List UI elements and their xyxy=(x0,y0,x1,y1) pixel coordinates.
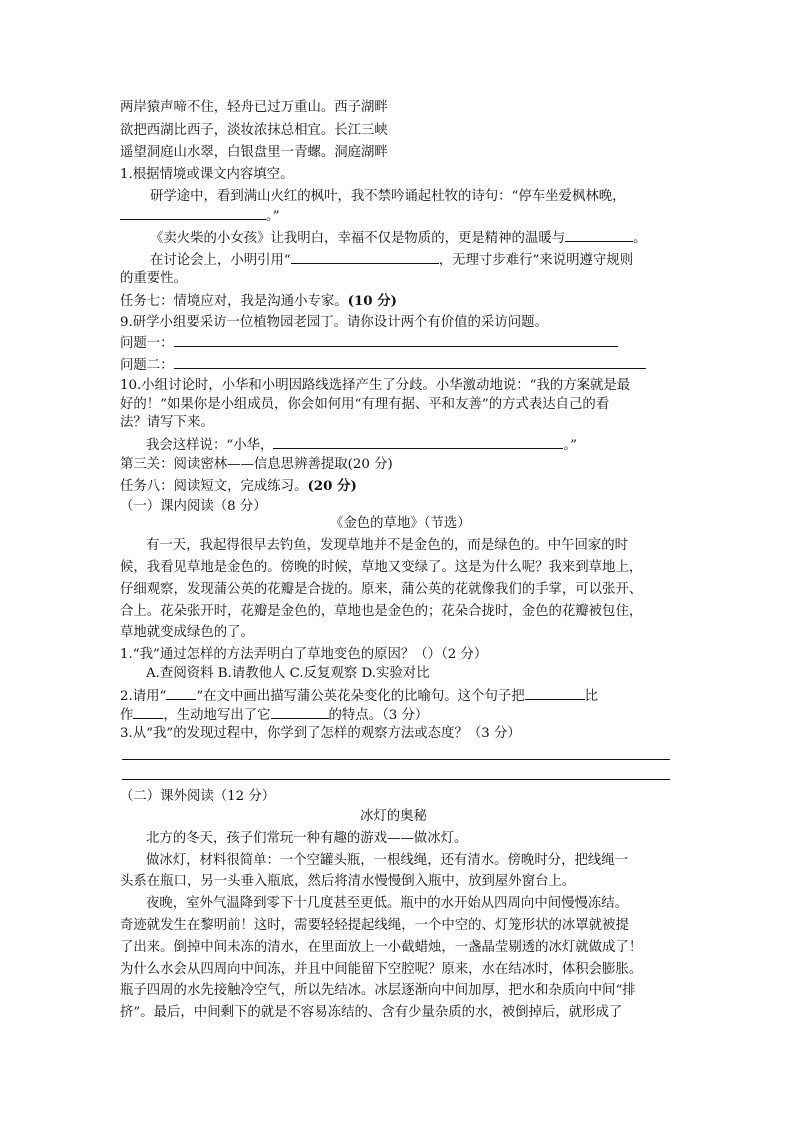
q1-b-end: 。 xyxy=(633,231,647,246)
reading2-para: 为什么水会从四周向中间冻，并且中间能留下空腔呢？原来，水在结冰时，体积会膨胀。 xyxy=(120,962,643,977)
q9-answer-2 xyxy=(120,356,646,374)
q1-a-line2 xyxy=(120,207,280,225)
reading1-q1-options: A.查阅资料 B.请教他人 C.反复观察 D.实验对比 xyxy=(146,666,430,681)
reading1-para: 候，我看见草地是金色的。傍晚的时候，草地又变绿了。这是为什么呢？我来到草地上， xyxy=(120,560,643,575)
reading1-q2-line2 xyxy=(120,706,428,724)
reading2-para: 做冰灯，材料很简单：一个空罐头瓶，一根线绳，还有清水。傍晚时分，把线绳一 xyxy=(146,853,629,868)
q9-a1-label: 问题一： xyxy=(120,336,174,351)
q10-line1: 10.小组讨论时，小华和小明因路线选择产生了分歧。小华激动地说：“我的方案就是最 xyxy=(120,378,631,393)
task7-score: (10 分) xyxy=(347,293,397,309)
reading1-para: 合上。花朵张开时，花瓣是金色的，草地也是金色的；花朵合拢时，金色的花瓣被包住， xyxy=(120,604,643,619)
reading1-heading: （一）课内阅读（8 分） xyxy=(120,499,267,514)
level3-heading: 第三关：阅读密林——信息思辨善提取(20 分) xyxy=(120,457,393,472)
blank[interactable] xyxy=(271,706,329,719)
reading2-heading: （二）课外阅读（12 分） xyxy=(120,789,276,804)
reading1-q3: 3.从“我”的发现过程中，你学到了怎样的观察方法或态度？（3 分） xyxy=(120,726,521,741)
task8-heading xyxy=(120,478,357,495)
blank[interactable] xyxy=(133,706,163,719)
task7-heading xyxy=(120,293,397,310)
blank[interactable] xyxy=(291,251,439,264)
blank[interactable] xyxy=(525,687,585,700)
answer-line[interactable] xyxy=(174,334,618,347)
q1-c-text2: ，无理寸步难行”来说明遵守规则 xyxy=(438,253,634,268)
q2-mid: ”在文中画出描写蒲公英花朵变化的比喻句。这个句子把 xyxy=(196,689,525,704)
reading2-para: 头系在瓶口，另一头垂入瓶底，然后将清水慢慢倒入瓶中，放到屋外窗台上。 xyxy=(120,874,576,889)
reading1-para: 草地就变成绿色的了。 xyxy=(120,625,254,640)
q1-c-line2: 的重要性。 xyxy=(120,271,187,286)
q1-a-line1: 研学途中，看到满山火红的枫叶，我不禁吟诵起杜牧的诗句：“停车坐爱枫林晚， xyxy=(150,189,626,204)
q1-b-line xyxy=(150,229,647,247)
q2-l2a: 作 xyxy=(120,708,134,723)
q1-c-line1 xyxy=(150,251,633,269)
q9-a2-label: 问题二： xyxy=(120,358,174,373)
q9-answer-1 xyxy=(120,334,618,352)
poem-line-2: 欲把西湖比西子，淡妆浓抹总相宜。长江三峡 xyxy=(120,123,388,138)
task8-title: 任务八：阅读短文，完成练习。 xyxy=(120,479,308,494)
reading2-para: 夜晚，室外气温降到零下十几度甚至更低。瓶中的水开始从四周向中间慢慢冻结。 xyxy=(146,896,629,911)
blank[interactable] xyxy=(120,207,266,220)
answer-line[interactable] xyxy=(174,356,646,369)
reading2-para: 了出来。倒掉中间未冻的清水，在里面放上一小截蜡烛，一盏晶莹剔透的冰灯就做成了！ xyxy=(120,940,643,955)
answer-line[interactable] xyxy=(273,436,563,449)
q9-text: 9.研学小组要采访一位植物园老园丁。请你设计两个有价值的采访问题。 xyxy=(120,315,548,330)
q10-line3: 法？请写下来。 xyxy=(120,415,214,430)
blank[interactable] xyxy=(166,687,196,700)
reading1-para: 有一天，我起得很早去钓鱼，发现草地并不是金色的，而是绿色的。中午回家的时 xyxy=(146,538,629,553)
q10-answer-pre: 我会这样说：“小华， xyxy=(146,438,274,453)
q2-pre: 2.请用“ xyxy=(120,689,167,704)
reading1-title: 《金色的草地》（节选） xyxy=(330,516,471,531)
q1-c-text: 在讨论会上，小明引用“ xyxy=(150,253,291,268)
q1-b-text: 《卖火柴的小女孩》让我明白，幸福不仅是物质的，更是精神的温暖与 xyxy=(150,231,566,246)
task8-score: (20 分) xyxy=(307,478,357,494)
q10-answer xyxy=(146,436,577,454)
reading2-para: 北方的冬天，孩子们常玩一种有趣的游戏——做冰灯。 xyxy=(146,831,468,846)
answer-line[interactable] xyxy=(122,759,670,760)
q2-end: 比 xyxy=(584,689,599,704)
blank[interactable] xyxy=(565,229,633,242)
q10-line2: 好的！”如果你是小组成员，你会如何用“有理有据、平和友善”的方式表达自己的看 xyxy=(120,397,610,412)
reading2-title: 冰灯的奥秘 xyxy=(360,809,427,824)
task7-title: 任务七：情境应对，我是沟通小专家。 xyxy=(120,294,348,309)
reading1-q1: 1.“我”通过怎样的方法弄明白了草地变色的原因？（）（2 分） xyxy=(120,647,488,662)
q10-answer-post: 。” xyxy=(563,438,577,453)
q2-l2c: 的特点。（3 分） xyxy=(328,708,429,723)
reading2-para: 挤”。最后，中间剩下的就是不容易冻结的、含有少量杂质的水，被倒掉后，就形成了 xyxy=(120,1005,623,1020)
reading1-para: 仔细观察，发现蒲公英的花瓣是合拢的。原来，蒲公英的花就像我们的手掌，可以张开、 xyxy=(120,582,643,597)
answer-line[interactable] xyxy=(122,779,670,780)
reading2-para: 奇迹就发生在黎明前！这时，需要轻轻提起线绳，一个中空的、灯笼形状的冰罩就被提 xyxy=(120,918,629,933)
q1-heading: 1.根据情境或课文内容填空。 xyxy=(120,167,294,182)
q1-a-end: 。” xyxy=(266,209,280,224)
poem-line-1: 两岸猿声啼不住，轻舟已过万重山。西子湖畔 xyxy=(120,100,388,115)
poem-line-3: 遥望洞庭山水翠，白银盘里一青螺。洞庭湖畔 xyxy=(120,145,388,160)
reading2-para: 瓶子四周的水先接触冷空气，所以先结冰。冰层逐渐向中间加厚，把水和杂质向中间“排 xyxy=(120,983,636,998)
q2-l2b: ，生动地写出了它 xyxy=(163,708,271,723)
reading1-q2-line1 xyxy=(120,687,598,705)
